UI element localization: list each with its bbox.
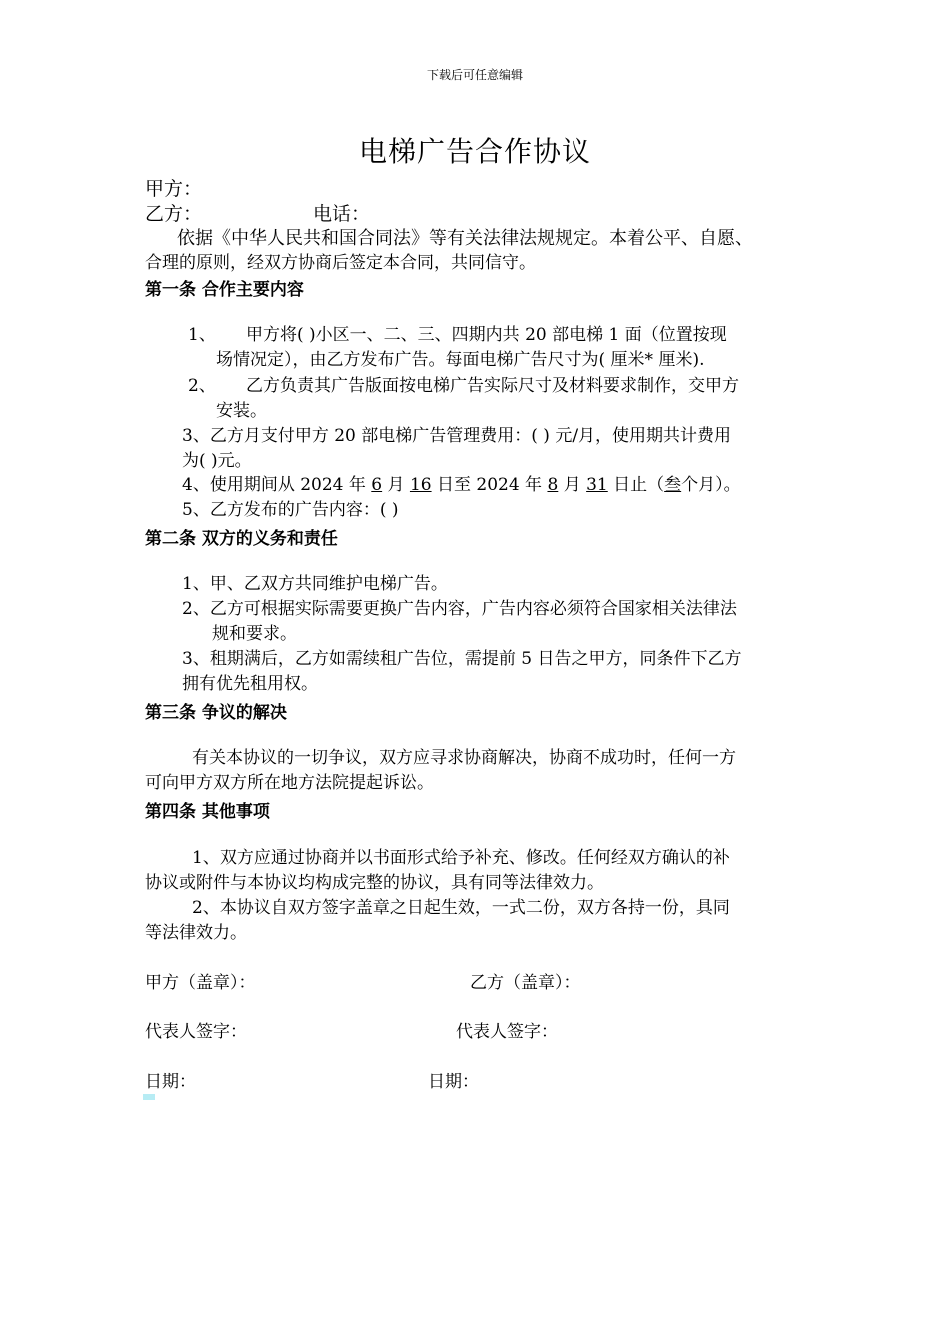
a2-item3-line-2: 拥有优先租用权。 [182,674,318,694]
a4-item2-line-2: 等法律效力。 [145,923,247,943]
end-month: 8 [547,475,559,495]
start-month: 6 [371,475,383,495]
a1-item5: 5、乙方发布的广告内容：( ) [182,500,399,520]
article-3-heading: 第三条 争议的解决 [145,703,287,723]
party-b-label: 乙方： [145,203,203,225]
phone-label: 电话： [313,203,371,225]
a1-item2-number: 2、 [188,376,216,396]
party-a-label: 甲方： [145,178,203,200]
a1-item2-line-2: 安装。 [216,401,267,421]
a1-item3-line-1: 3、乙方月支付甲方 20 部电梯广告管理费用：( ) 元/月，使用期共计费用 [182,426,732,446]
party-b-seal-label: 乙方（盖章）： [470,973,581,993]
document-title: 电梯广告合作协议 [358,135,591,168]
a1-item1-line-2: 场情况定），由乙方发布广告。每面电梯广告尺寸为( 厘米* 厘米). [216,350,705,370]
a4-item2-line-1: 2、本协议自双方签字盖章之日起生效，一式二份，双方各持一份，具同 [192,898,730,918]
article-4-heading: 第四条 其他事项 [145,802,270,822]
a2-item1: 1、甲、乙双方共同维护电梯广告。 [182,574,448,594]
a4-item1-line-2: 协议或附件与本协议均构成完整的协议，具有同等法律效力。 [145,873,604,893]
party-b-date-label: 日期： [428,1072,479,1092]
party-a-seal-label: 甲方（盖章）： [145,973,256,993]
end-day: 31 [586,475,608,495]
a4-item1-line-1: 1、双方应通过协商并以书面形式给予补充、修改。任何经双方确认的补 [192,848,730,868]
a2-item2-line-2: 规和要求。 [212,624,297,644]
preamble-line-1: 依据《中华人民共和国合同法》等有关法律法规规定。本着公平、自愿、 [177,228,753,249]
article-2-heading: 第二条 双方的义务和责任 [145,529,338,549]
a2-item3-line-1: 3、租期满后，乙方如需续租广告位，需提前 5 日告之甲方，同条件下乙方 [182,649,742,669]
party-b-rep-label: 代表人签字： [456,1022,558,1042]
month-count: 叁 [664,475,682,495]
a2-item2-line-1: 2、乙方可根据实际需要更换广告内容，广告内容必须符合国家相关法律法 [182,599,737,619]
a1-item1-number: 1、 [188,325,216,345]
a1-item2-line-1: 乙方负责其广告版面按电梯广告实际尺寸及材料要求制作，交甲方 [246,376,739,396]
header-note: 下载后可任意编辑 [426,68,523,82]
party-a-date-label: 日期： [145,1072,196,1092]
cursor-marker [143,1094,155,1100]
a1-item3-line-2: 为( )元。 [182,451,252,471]
a1-item4: 4、使用期间从 2024 年 6 月 16 日至 2024 年 8 月 31 日止（叁个月）。 [182,475,741,495]
preamble-line-2: 合理的原则，经双方协商后签定本合同，共同信守。 [145,253,536,273]
a3-line-2: 可向甲方双方所在地方法院提起诉讼。 [145,773,434,793]
a3-line-1: 有关本协议的一切争议，双方应寻求协商解决，协商不成功时，任何一方 [192,748,736,768]
start-day: 16 [409,475,432,495]
party-a-rep-label: 代表人签字： [145,1022,247,1042]
a1-item1-line-1: 甲方将( )小区一、二、三、四期内共 20 部电梯 1 面（位置按现 [246,325,727,345]
article-1-heading: 第一条 合作主要内容 [145,280,304,300]
